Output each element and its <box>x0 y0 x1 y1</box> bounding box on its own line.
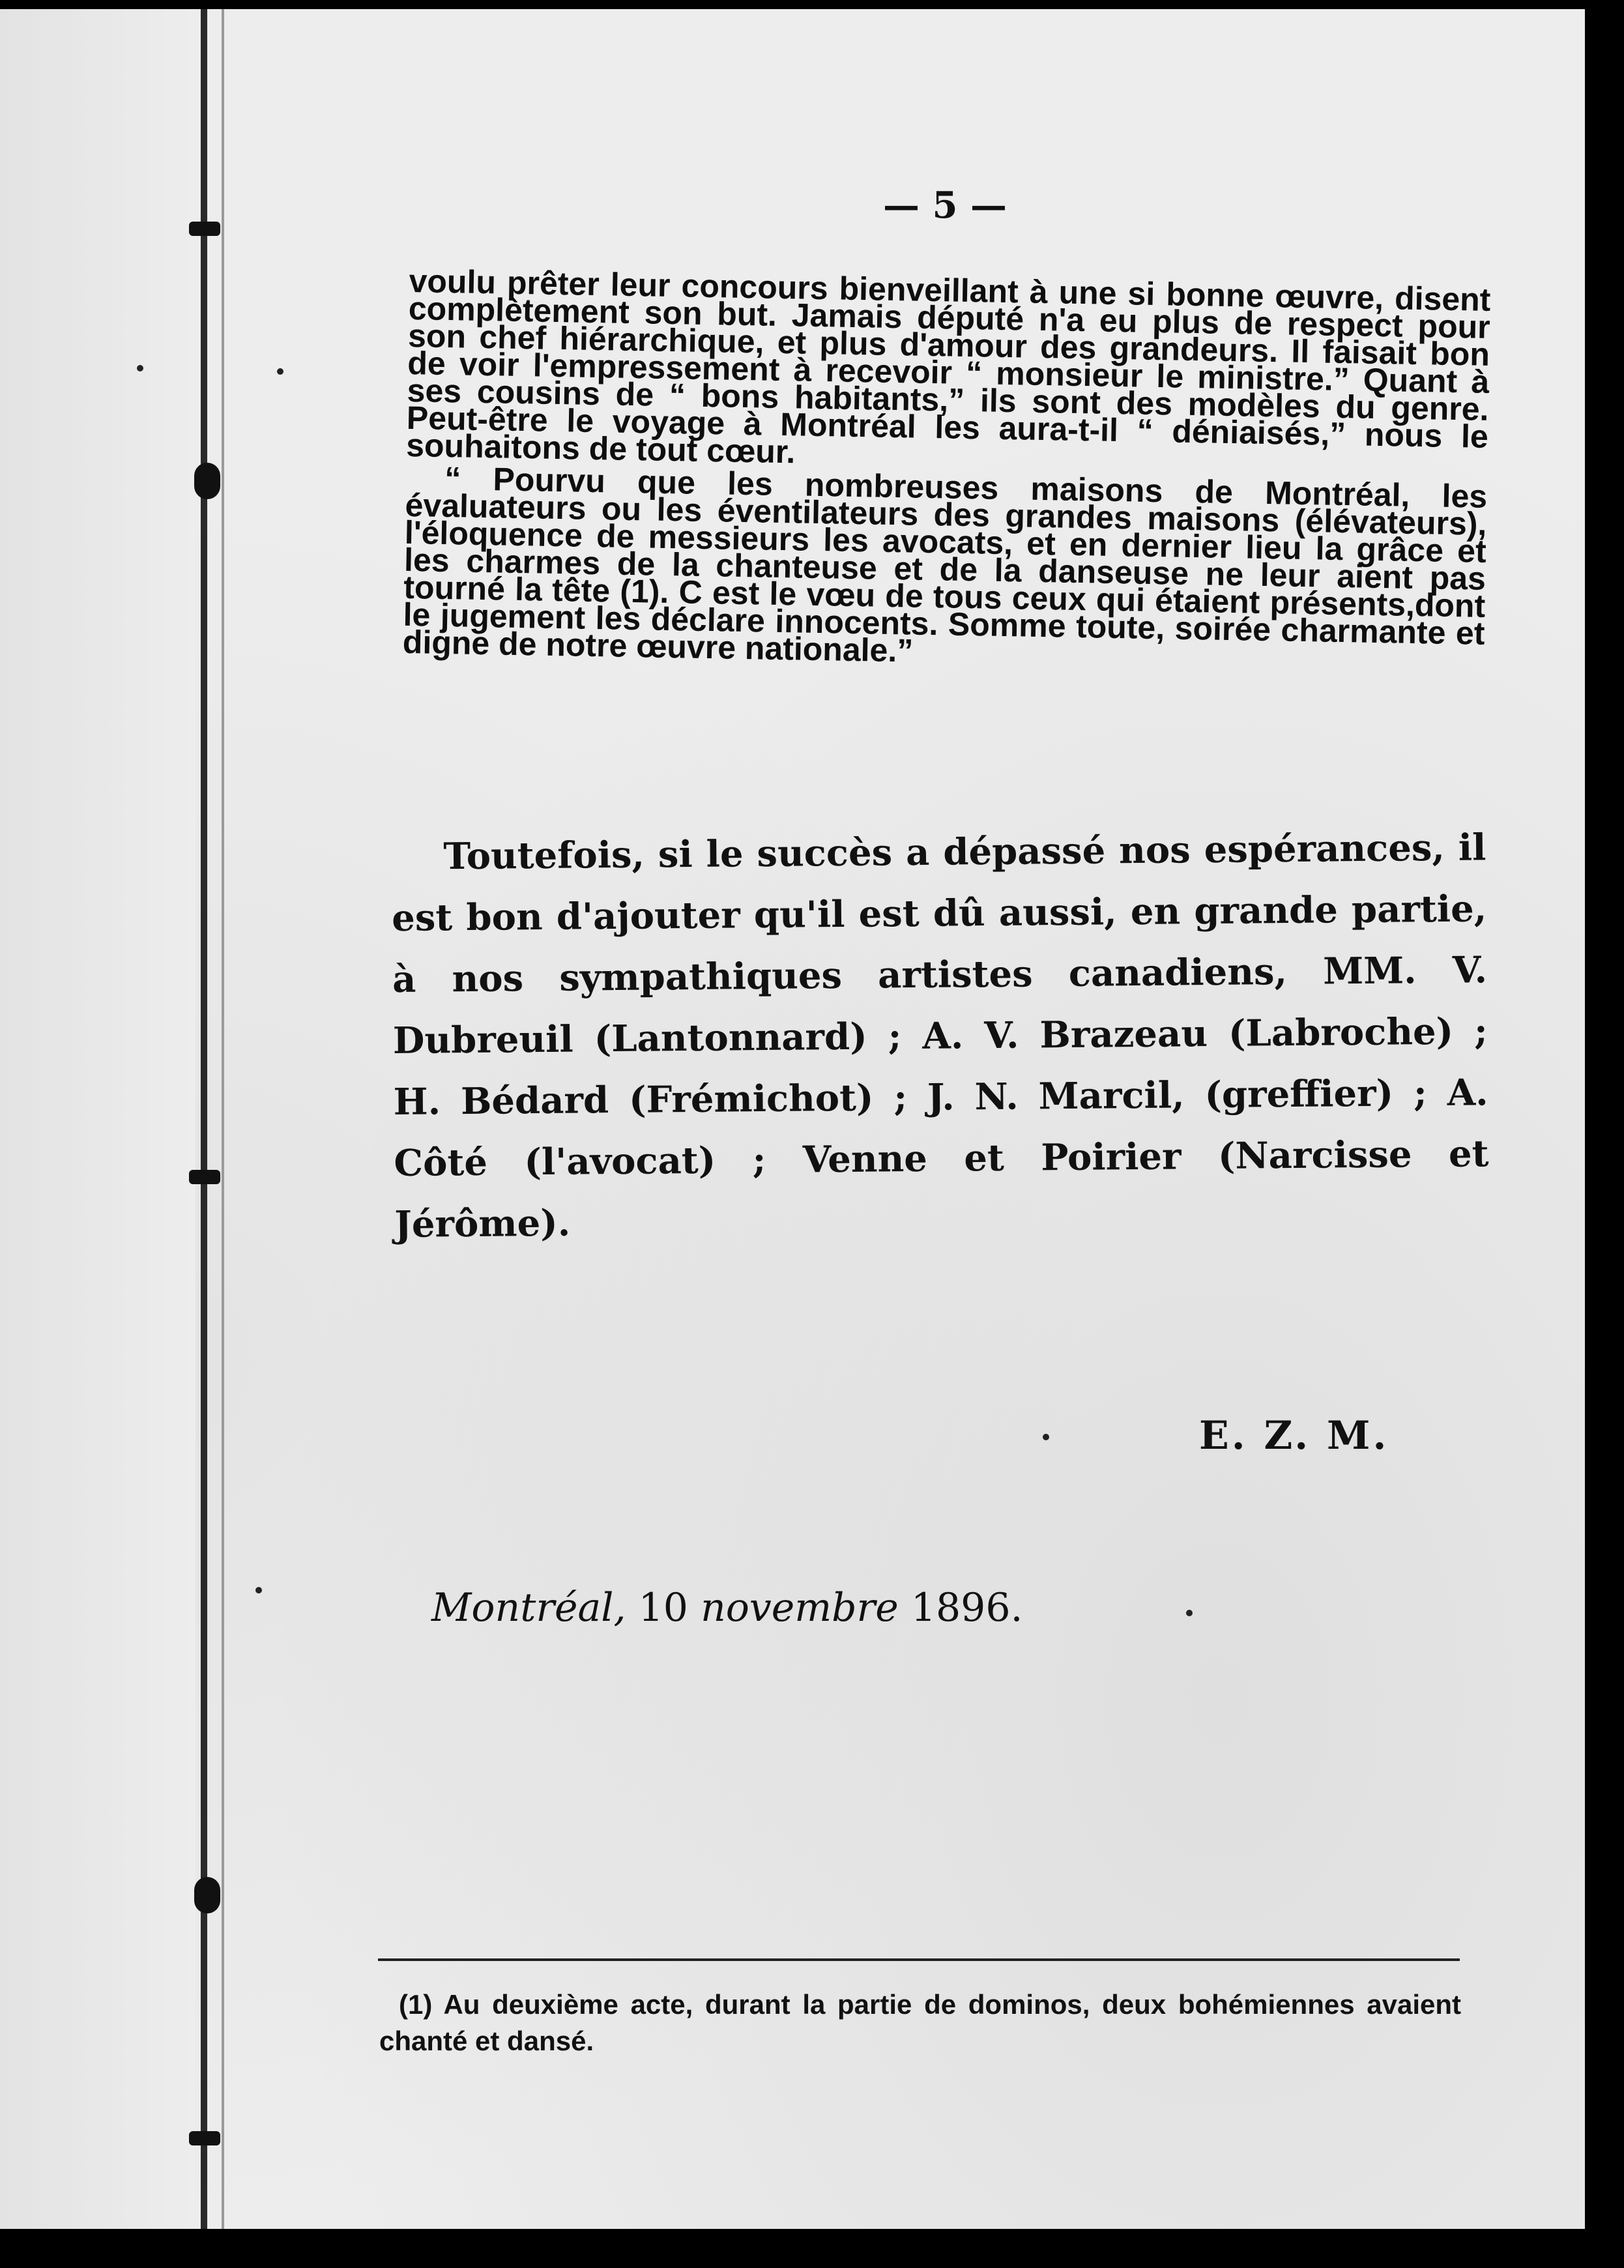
main-paragraph: Toutefois, si le succès a dépassé nos espérances, il est bon d'ajouter qu'il est dû aussi, en grande partie, à nos sympathiques artistes canadiens, MM. V. Dubreuil (Lantonnard) ; A. V. Brazeau (Labroche) ; H. Bédard (Frémichot) ; J. N. Marcil, (greffier) ; A. Côté (l'avocat) ; Venne et Poirier (Narcisse et Jérôme). <box>391 826 1489 1246</box>
binding-stitch <box>189 2131 220 2145</box>
speck <box>1186 1610 1193 1616</box>
binding-stitch <box>194 463 220 499</box>
dateline-day: 10 <box>638 1585 688 1631</box>
binding-stitch <box>189 1170 220 1184</box>
quote-paragraph-2: “ Pourvu que les nombreuses maisons de Montréal, les évaluateurs ou les éventilateurs des grandes maisons (élévateurs), l'éloquence de messieurs les avocats, et en dernier lieu la grâce et les charmes de la chanteuse et de la danseuse ne leur aient pas tourné la tête (1). C est le vœu de tous ceux qui étaient présents,dont le jugement les déclare innocents. Somme toute, soirée charmante et digne de notre œuvre nationale.” <box>402 460 1488 669</box>
speck <box>1043 1434 1049 1440</box>
gutter-shadow <box>0 0 196 2229</box>
dateline-place: Montréal, <box>431 1585 626 1631</box>
quoted-report <box>402 263 1491 675</box>
footnote: (1) Au deuxième acte, durant la partie de dominos, deux bohémiennes avaient chanté et dansé. <box>379 1989 1461 2056</box>
page-number: — 5 — <box>883 184 1007 227</box>
footnote-rule <box>378 1958 1460 1961</box>
signature-initials: E. Z. M. <box>1199 1413 1389 1459</box>
speck <box>277 368 283 375</box>
binding-stitch <box>194 1877 220 1913</box>
quote-paragraph-1: voulu prêter leur concours bienveillant à une si bonne œuvre, disent complètement son but. Jamais député n'a eu plus de respect pour son chef hiérarchique, et plus d'amour des grandeurs. Il faisait bon de voir l'empressement à recevoir “ monsieur le ministre.” Quant à ses cousins de “ bons habitants,” ils sont des modèles du genre. Peut-être le voyage à Montréal les aura-t-il “ déniaisés,” nous le souhaitons de tout cœur. <box>405 263 1491 471</box>
binding-stitch <box>189 222 220 236</box>
scan-border-bottom <box>0 2229 1624 2268</box>
dateline-year: 1896. <box>910 1585 1023 1631</box>
scan-border-top <box>0 0 1624 9</box>
binding-crease <box>222 0 224 2229</box>
dateline-month: novembre <box>701 1585 899 1631</box>
speck <box>255 1587 262 1593</box>
dateline <box>431 1585 1023 1631</box>
speck <box>137 365 143 371</box>
scan-border-right <box>1585 0 1624 2268</box>
